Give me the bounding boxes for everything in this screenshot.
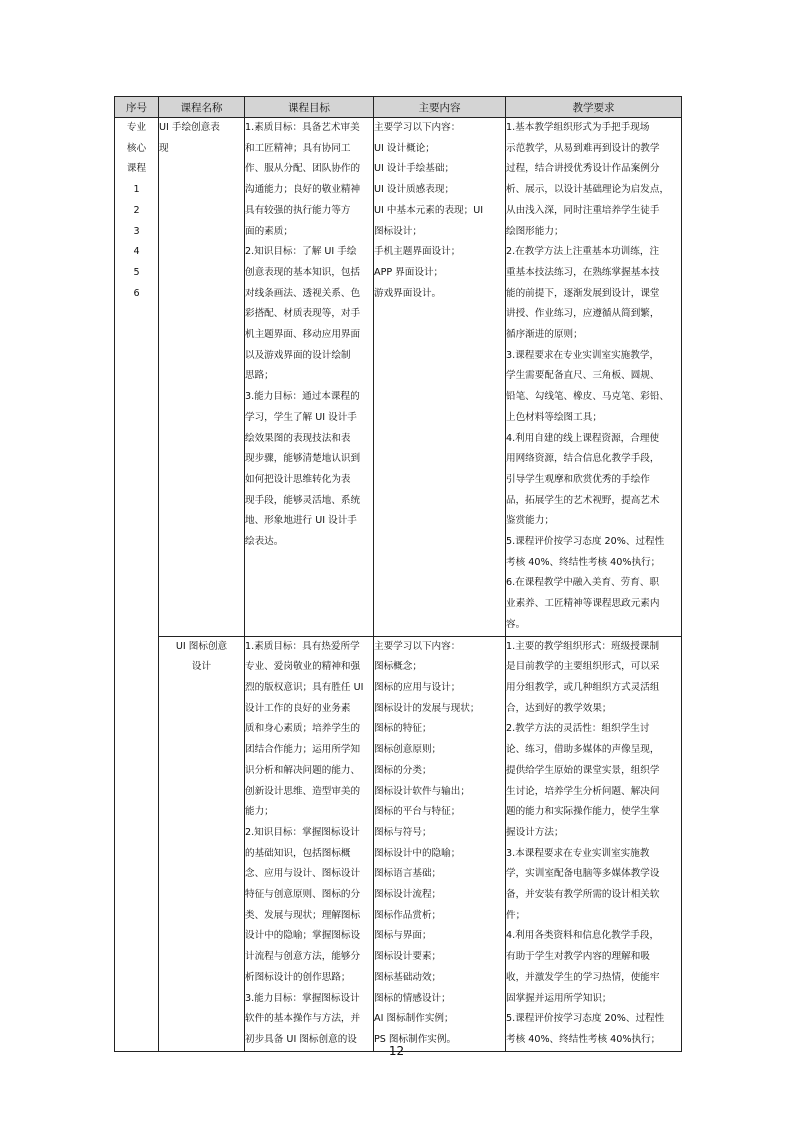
text-line: 能的前提下，逐渐发展到设计，课堂: [506, 287, 660, 299]
text-line: 地、形象地进行 UI 设计手: [245, 515, 357, 527]
course-table: [114, 96, 682, 1052]
text-line: 6.在课程教学中融入美育、劳育、职: [506, 577, 660, 589]
text-line: 业素养、工匠精神等课程思政元素内: [506, 598, 660, 610]
text-line: 的基础知识，包括图标概: [245, 847, 351, 859]
text-line: AI 图标制作实例；: [374, 1013, 454, 1025]
text-line: 计流程与创意方法，能够分: [245, 951, 361, 963]
text-line: 4.利用自建的线上课程资源，合理使: [506, 432, 660, 444]
text-line: 图标的应用与设计；: [374, 681, 461, 693]
header-main-content: 主要内容: [374, 97, 506, 118]
text-line: 析、展示，以设计基础理论为启发点，: [506, 184, 670, 196]
text-line: 如何把设计思维转化为表: [245, 473, 351, 485]
text-line: 团结合作能力；运用所学知: [245, 744, 361, 756]
text-line: 学生需要配备直尺、三角板、圆规、: [506, 370, 660, 382]
text-line: 机主题界面、移动应用界面: [245, 329, 361, 341]
text-line: 是目前教学的主要组织形式，可以采: [506, 661, 660, 673]
text-line: 和工匠精神；具有协同工: [245, 142, 351, 154]
text-line: 图标与符号；: [374, 826, 432, 838]
text-line: 能力；: [245, 806, 274, 818]
text-line: 固掌握并运用所学知识；: [506, 992, 612, 1004]
text-line: 图标设计要素；: [374, 951, 442, 963]
text-line: 论、练习，借助多媒体的声像呈现，: [506, 744, 660, 756]
text-line: 思路；: [245, 370, 274, 382]
course-name-cell: [159, 636, 245, 1051]
text-line: 鉴赏能力；: [506, 515, 554, 527]
text-line: 1.基本教学组织形式为手把手现场: [506, 122, 650, 133]
course-goal-cell: [245, 636, 374, 1051]
text-line: 上色材料等绘图工具；: [506, 411, 602, 423]
header-course-name: 课程名称: [159, 97, 245, 118]
course-name-line: UI 手绘创意表: [159, 122, 220, 133]
text-line: 引导学生观摩和欣赏优秀的手绘作: [506, 473, 650, 485]
text-line: UI 设计概论；: [374, 142, 435, 154]
table-row: [115, 118, 682, 637]
text-line: 件；: [506, 909, 526, 921]
table-row: [115, 636, 682, 1051]
text-line: 题的能力和实际操作能力，使学生掌: [506, 806, 660, 818]
seq-cell: [115, 118, 159, 1052]
text-line: 握设计方法；: [506, 826, 564, 838]
text-line: 创意表现的基本知识，包括: [245, 266, 361, 278]
text-line: 软件的基本操作与方法，并: [245, 1013, 361, 1025]
text-line: 3.本课程要求在专业实训室实施教: [506, 847, 650, 859]
text-line: 具有较强的执行能力等方: [245, 204, 351, 216]
text-line: 生讨论，培养学生分析问题、解决问: [506, 785, 660, 797]
text-line: 3.能力目标：掌握图标设计: [245, 992, 360, 1004]
header-teaching-req: 教学要求: [506, 97, 682, 118]
text-line: 图标的平台与特征；: [374, 806, 461, 818]
seq-line: 1: [133, 184, 140, 196]
text-line: 图标设计流程；: [374, 889, 442, 901]
text-line: 现手段，能够灵活地、系统: [245, 494, 361, 506]
text-line: 4.利用各类资料和信息化教学手段，: [506, 930, 660, 942]
text-line: 图标的特征；: [374, 723, 432, 735]
text-line: 主要学习以下内容：: [374, 122, 461, 133]
text-line: 图标设计软件与输出；: [374, 785, 470, 797]
teaching-req-cell: [506, 118, 682, 637]
text-line: 2.教学方法的灵活性：组织学生讨: [506, 723, 650, 735]
text-line: 现步骤，能够清楚地认识到: [245, 453, 361, 465]
seq-line: 2: [133, 204, 140, 216]
text-line: 作、服从分配、团队协作的: [245, 163, 361, 175]
text-line: UI 设计质感表现；: [374, 184, 455, 196]
text-line: 图标设计的发展与现状；: [374, 702, 480, 714]
text-line: APP 界面设计；: [374, 266, 444, 278]
text-line: 类、发展与现状；理解图标: [245, 909, 361, 921]
text-line: 图标基础动效；: [374, 971, 442, 983]
course-goal-cell: [245, 118, 374, 637]
text-line: 3.课程要求在专业实训室实施教学，: [506, 349, 660, 361]
text-line: 烈的版权意识；具有胜任 UI: [245, 681, 364, 693]
text-line: 图标概念；: [374, 661, 422, 673]
text-line: 手机主题界面设计；: [374, 246, 461, 258]
course-name-cell: [159, 118, 245, 637]
text-line: 设计工作的良好的业务素: [245, 702, 351, 714]
text-line: 品，拓展学生的艺术视野，提高艺术: [506, 494, 660, 506]
text-line: 讲授、作业练习，应遵循从简到繁，: [506, 308, 660, 320]
text-line: 初步具备 UI 图标创意的设: [245, 1033, 357, 1045]
text-line: 重基本技法练习，在熟练掌握基本技: [506, 266, 660, 278]
text-line: 2.知识目标：掌握图标设计: [245, 826, 360, 838]
text-line: 学习，学生了解 UI 设计手: [245, 411, 357, 423]
seq-line: 专业: [126, 122, 147, 133]
seq-line: 6: [133, 287, 140, 299]
text-line: 对线条画法、透视关系、色: [245, 287, 361, 299]
text-line: 主要学习以下内容：: [374, 640, 461, 652]
text-line: 容。: [506, 618, 526, 630]
main-content-cell: [374, 118, 506, 637]
text-line: 绘效果图的表现技法和表: [245, 432, 351, 444]
text-line: 沟通能力；良好的敬业精神: [245, 184, 361, 196]
main-content-cell: [374, 636, 506, 1051]
text-line: 5.课程评价按学习态度 20%、过程性: [506, 1013, 665, 1025]
text-line: 特征与创意原则、图标的分: [245, 889, 361, 901]
text-line: UI 设计手绘基础；: [374, 163, 455, 175]
header-seq: 序号: [115, 97, 159, 118]
text-line: 考核 40%、终结性考核 40%执行；: [506, 556, 661, 568]
text-line: 设计中的隐喻；掌握图标设: [245, 930, 361, 942]
seq-line: 课程: [126, 163, 147, 175]
text-line: 图标的情感设计；: [374, 992, 451, 1004]
text-line: 1.主要的教学组织形式：班级授课制: [506, 640, 660, 652]
text-line: 念、应用与设计、图标设计: [245, 868, 361, 880]
header-course-goal: 课程目标: [245, 97, 374, 118]
seq-line: 4: [133, 246, 140, 258]
page-number: 12: [388, 1044, 405, 1058]
course-name-line: 设计: [191, 661, 212, 673]
text-line: UI 中基本元素的表现；UI: [374, 204, 484, 216]
text-line: 过程，结合讲授优秀设计作品案例分: [506, 163, 660, 175]
text-line: 备，并安装有教学所需的设计相关软: [506, 889, 660, 901]
text-line: 析图标设计的创作思路；: [245, 971, 351, 983]
text-line: 5.课程评价按学习态度 20%、过程性: [506, 536, 665, 548]
seq-line: 核心: [126, 142, 147, 154]
text-line: 2.知识目标：了解 UI 手绘: [245, 246, 357, 258]
text-line: 提供给学生原始的课堂实景，组织学: [506, 764, 660, 776]
text-line: 图标的分类；: [374, 764, 432, 776]
text-line: 绘图形能力；: [506, 225, 564, 237]
text-line: 图标语言基础；: [374, 868, 442, 880]
table-header-row: [115, 97, 682, 118]
text-line: 用分组教学，或几种组织方式灵活组: [506, 681, 660, 693]
text-line: 循序渐进的原则；: [506, 329, 583, 341]
text-line: PS 图标制作实例。: [374, 1033, 457, 1045]
text-line: 从由浅入深，同时注重培养学生徒手: [506, 204, 660, 216]
teaching-req-cell: [506, 636, 682, 1051]
text-line: 专业、爱岗敬业的精神和强: [245, 661, 361, 673]
text-line: 图标设计中的隐喻；: [374, 847, 461, 859]
text-line: 3.能力目标：通过本课程的: [245, 391, 360, 403]
course-name-line: 现: [159, 142, 169, 154]
text-line: 1.素质目标：具有热爱所学: [245, 640, 360, 652]
course-name-line: UI 图标创意: [175, 640, 228, 652]
text-line: 收，并激发学生的学习热情，使能牢: [506, 971, 660, 983]
text-line: 图标作品赏析；: [374, 909, 442, 921]
text-line: 1.素质目标：具备艺术审美: [245, 122, 360, 133]
text-line: 图标与界面；: [374, 930, 432, 942]
text-line: 考核 40%、终结性考核 40%执行；: [506, 1033, 661, 1045]
text-line: 质和身心素质；培养学生的: [245, 723, 361, 735]
text-line: 2.在教学方法上注重基本功训练，注: [506, 246, 660, 258]
text-line: 彩搭配、材质表现等，对手: [245, 308, 361, 320]
text-line: 图标创意原则；: [374, 744, 442, 756]
seq-line: 5: [133, 266, 140, 278]
text-line: 铅笔、勾线笔、橡皮、马克笔、彩铅、: [506, 391, 670, 403]
text-line: 示范教学，从易到难再到设计的教学: [506, 142, 660, 154]
text-line: 以及游戏界面的设计绘制: [245, 349, 351, 361]
text-line: 图标设计；: [374, 225, 422, 237]
text-line: 绘表达。: [245, 536, 284, 548]
seq-line: 3: [133, 225, 140, 237]
text-line: 游戏界面设计。: [374, 287, 442, 299]
text-line: 面的素质；: [245, 225, 293, 237]
text-line: 用网络资源，结合信息化教学手段，: [506, 453, 660, 465]
text-line: 识分析和解决问题的能力、: [245, 764, 361, 776]
text-line: 创新设计思维、造型审美的: [245, 785, 361, 797]
text-line: 学，实训室配备电脑等多媒体教学设: [506, 868, 660, 880]
text-line: 合，达到好的教学效果；: [506, 702, 612, 714]
text-line: 有助于学生对教学内容的理解和吸: [506, 951, 650, 963]
